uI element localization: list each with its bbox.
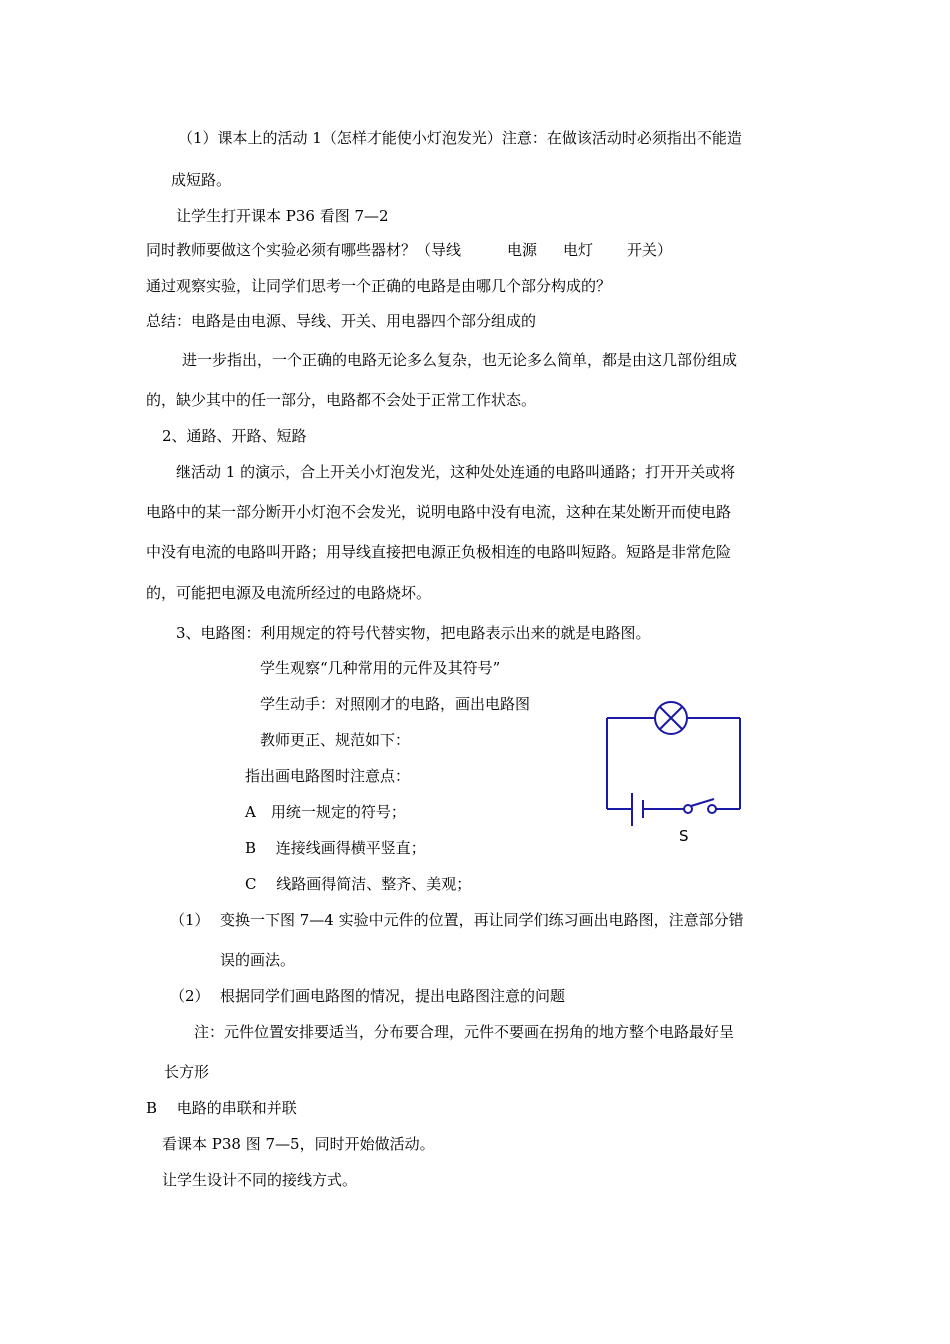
note-item-b: B 连接线画得横平竖直； [245, 839, 426, 857]
paragraph-further-line2: 的，缺少其中的任一部分，电路都不会处于正常工作状态。 [146, 391, 537, 409]
paragraph-demo-line3: 中没有电流的电路叫开路；用导线直接把电源正负极相连的电路叫短路。短路是非常危险 [146, 543, 732, 561]
section-heading-3: 3、电路图：利用规定的符号代替实物，把电路表示出来的就是电路图。 [176, 624, 651, 642]
paragraph-design: 让学生设计不同的接线方式。 [162, 1171, 358, 1189]
paragraph-demo-line4: 的，可能把电源及电流所经过的电路烧坏。 [146, 584, 432, 602]
paragraph-observe: 通过观察实验，让同学们思考一个正确的电路是由哪几个部分构成的？ [146, 277, 612, 295]
switch-label: S [679, 827, 689, 845]
circuit-diagram [600, 700, 750, 850]
note-item-c: C 线路画得简洁、整齐、美观； [245, 875, 472, 893]
list-item-1-line1: 变换一下图 7—4 实验中元件的位置，再让同学们练习画出电路图，注意部分错 [220, 911, 744, 929]
list-item-1-number: （1） [170, 911, 210, 929]
equipment-question-text: 同时教师要做这个实验必须有哪些器材？（导线 [146, 241, 462, 259]
paragraph-equipment-question [146, 240, 672, 260]
section-heading-2: 2、通路、开路、短路 [162, 427, 307, 445]
paragraph-layout-note-line2: 长方形 [164, 1063, 210, 1081]
equipment-power: 电源 [507, 241, 538, 259]
paragraph-open-book: 让学生打开课本 P36 看图 7—2 [176, 207, 389, 225]
switch-symbol-icon [684, 799, 716, 813]
battery-symbol-icon [632, 793, 643, 826]
paragraph-demo-line1: 继活动 1 的演示，合上开关小灯泡发光，这种处处连通的电路叫通路；打开开关或将 [176, 463, 736, 481]
paragraph-observe-symbols: 学生观察“几种常用的元件及其符号” [260, 659, 501, 677]
paragraph-activity1-line2: 成短路。 [171, 171, 232, 189]
equipment-switch: 开关） [627, 241, 673, 259]
paragraph-demo-line2: 电路中的某一部分断开小灯泡不会发光，说明电路中没有电流，这种在某处断开而使电路 [146, 503, 732, 521]
paragraph-teacher-correct: 教师更正、规范如下： [260, 731, 411, 749]
paragraph-book-p38: 看课本 P38 图 7—5，同时开始做活动。 [162, 1135, 435, 1153]
note-item-a: A 用统一规定的符号； [245, 803, 406, 821]
paragraph-notes-title: 指出画电路图时注意点： [245, 767, 411, 785]
paragraph-further-line1: 进一步指出，一个正确的电路无论多么复杂，也无论多么简单，都是由这几部份组成 [182, 351, 738, 369]
equipment-lamp: 电灯 [563, 241, 594, 259]
paragraph-activity1-line1: （1）课本上的活动 1（怎样才能使小灯泡发光）注意：在做该活动时必须指出不能造 [178, 129, 742, 147]
paragraph-layout-note-line1: 注：元件位置安排要适当，分布要合理，元件不要画在拐角的地方整个电路最好呈 [194, 1023, 735, 1041]
paragraph-summary: 总结：电路是由电源、导线、开关、用电器四个部分组成的 [146, 312, 537, 330]
lamp-symbol-icon [655, 702, 687, 734]
list-item-2-text: 根据同学们画电路图的情况，提出电路图注意的问题 [220, 987, 566, 1005]
list-item-1-line2: 误的画法。 [220, 951, 296, 969]
section-heading-b: B 电路的串联和并联 [146, 1099, 297, 1117]
list-item-2-number: （2） [170, 987, 210, 1005]
paragraph-draw-hands: 学生动手：对照刚才的电路，画出电路图 [260, 695, 531, 713]
